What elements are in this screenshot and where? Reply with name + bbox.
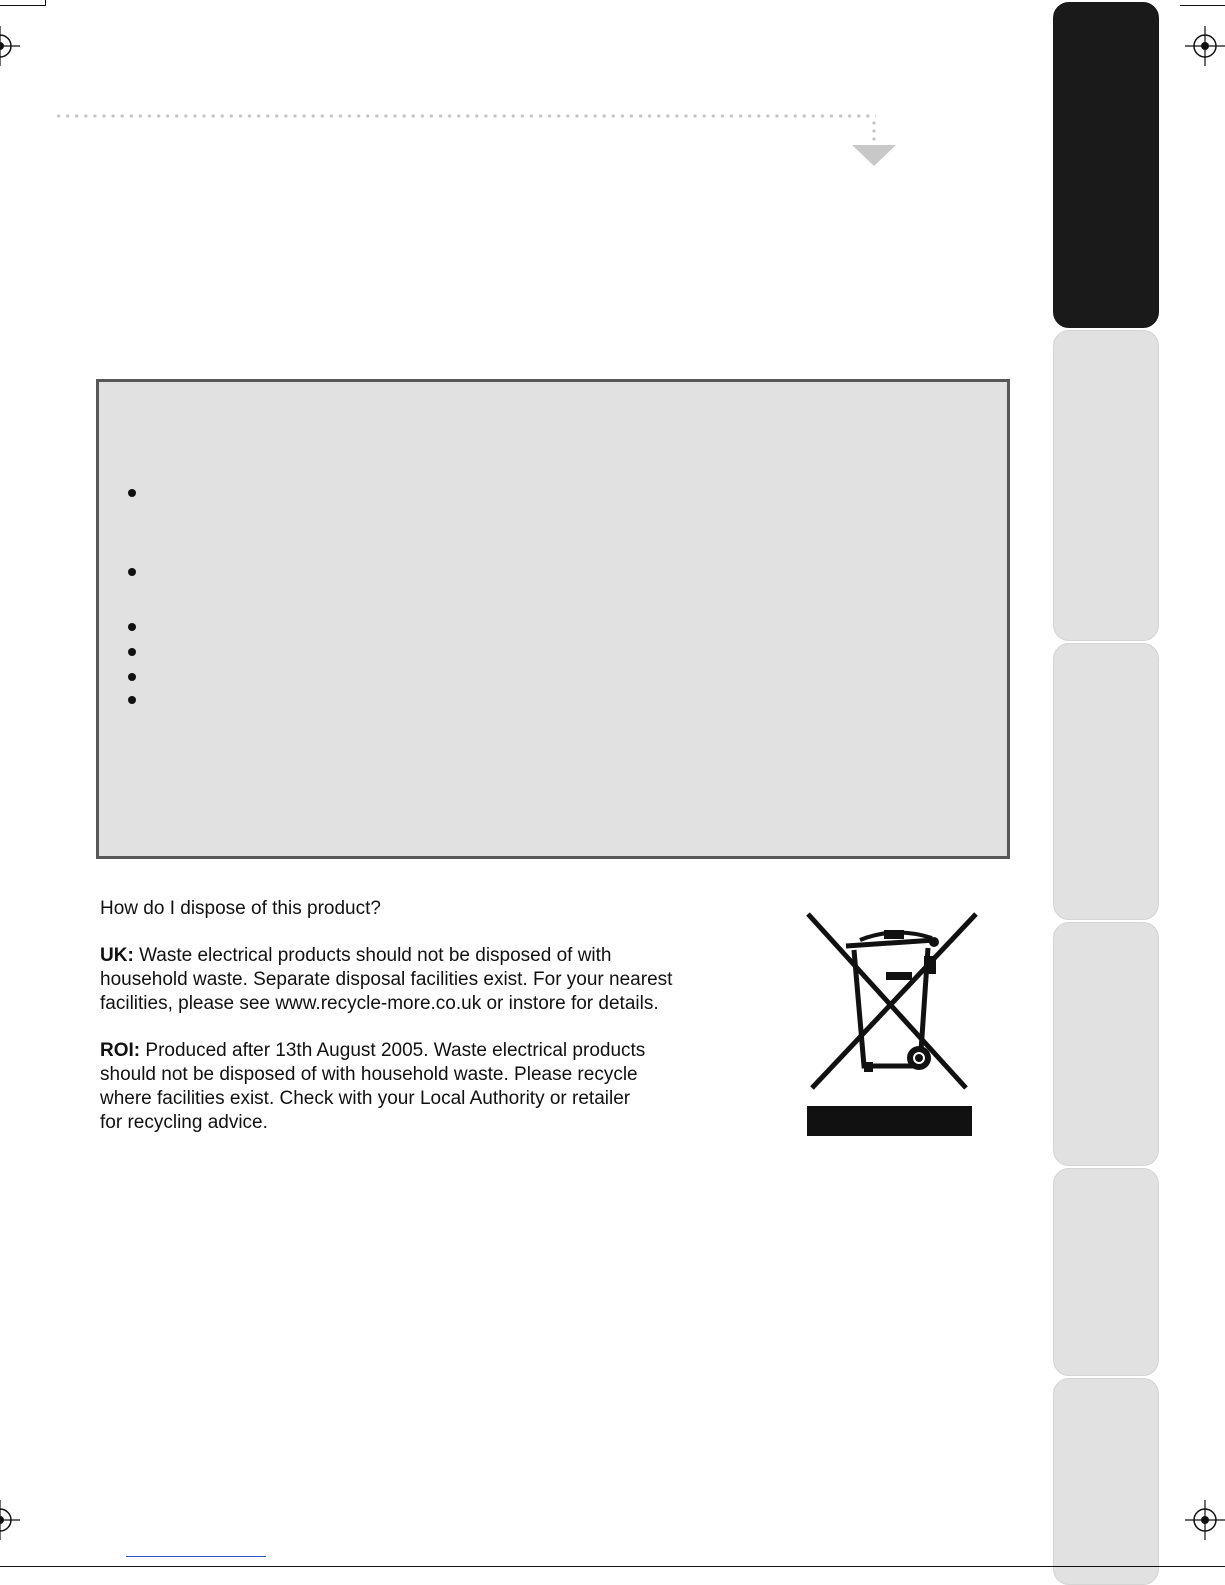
bullet-marker [128, 489, 136, 497]
section-tab-5[interactable] [1053, 1168, 1159, 1376]
trim-line [0, 5, 46, 6]
registration-mark-icon [1185, 26, 1225, 66]
roi-text-1: Produced after 13th August 2005. Waste electrical products [145, 1040, 646, 1061]
bullet-marker [128, 568, 136, 576]
uk-text-1: Waste electrical products should not be disposed of with [139, 945, 612, 966]
registration-mark-icon [1185, 1500, 1225, 1540]
dotted-header-rule [54, 114, 876, 118]
disposal-question-text: How do I dispose of this product? [100, 898, 381, 919]
section-tab-1[interactable] [1053, 2, 1159, 328]
bullet-marker [128, 696, 136, 704]
info-box [96, 379, 1010, 859]
disposal-question [100, 897, 780, 921]
down-arrow-icon [852, 145, 896, 166]
roi-disposal-paragraph [100, 1039, 780, 1135]
uk-disposal-paragraph [100, 944, 780, 1016]
roi-line-1 [100, 1039, 780, 1063]
dotted-header-rule-drop [872, 119, 876, 143]
section-tab-3[interactable] [1053, 643, 1159, 920]
roi-line-2: should not be disposed of with household waste. Please recycle [100, 1064, 638, 1085]
registration-mark-icon [0, 1500, 20, 1540]
bottom-trim-line [0, 1566, 1225, 1567]
registration-mark-icon [0, 26, 20, 66]
bullet-marker [128, 673, 136, 681]
bullet-marker [128, 648, 136, 656]
section-tab-2[interactable] [1053, 330, 1159, 641]
trim-line [45, 0, 46, 6]
bullet-marker [128, 623, 136, 631]
uk-line-2: household waste. Separate disposal facilities exist. For your nearest [100, 969, 673, 990]
roi-line-4: for recycling advice. [100, 1112, 268, 1133]
roi-label: ROI: [100, 1040, 141, 1061]
crossed-out-wheelie-bin-icon [800, 910, 985, 1140]
trim-line [1180, 5, 1225, 6]
section-tab-6[interactable] [1053, 1378, 1159, 1585]
uk-line-1 [100, 944, 780, 968]
uk-label: UK: [100, 945, 134, 966]
roi-line-3: where facilities exist. Check with your Local Authority or retailer [100, 1088, 631, 1109]
footer-underline [126, 1556, 266, 1557]
section-tab-4[interactable] [1053, 922, 1159, 1166]
uk-line-3: facilities, please see www.recycle-more.co.uk or instore for details. [100, 993, 659, 1014]
